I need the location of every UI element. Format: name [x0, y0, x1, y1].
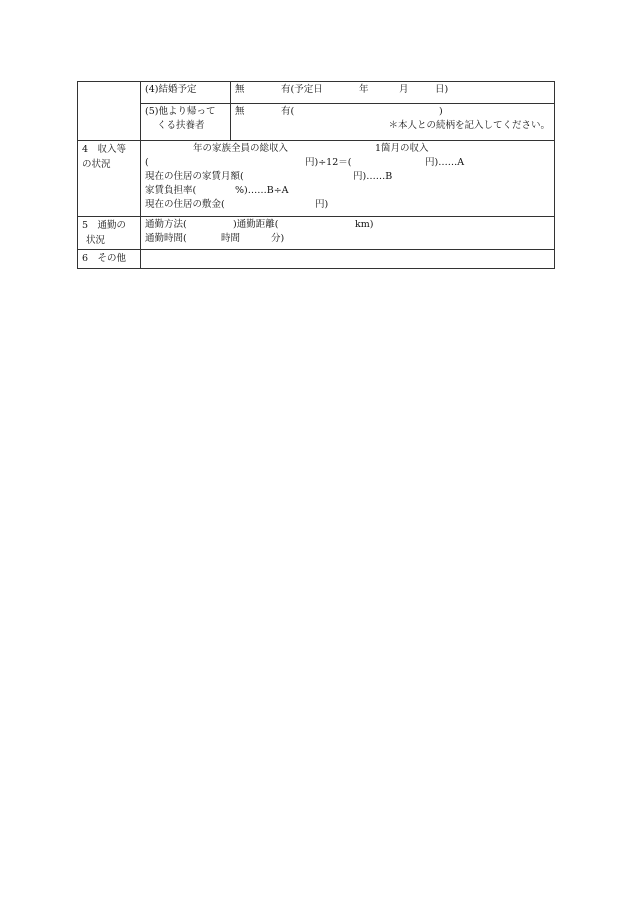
deposit-yen-label: 円) — [315, 199, 329, 210]
family-total-income-label: 年の家族全員の総収入 — [193, 143, 289, 154]
marriage-yes-option[interactable]: 有(予定日 — [281, 84, 323, 95]
income-section-label — [78, 141, 141, 217]
returning-dependents-label — [141, 104, 231, 141]
monthly-income-label: 1箇月の収入 — [375, 143, 429, 154]
returning-dependents-field[interactable] — [231, 104, 555, 141]
annual-income-divide-label: 円)÷12＝( — [305, 157, 352, 168]
commute-details-field[interactable] — [141, 217, 555, 250]
row-other — [78, 250, 555, 269]
commute-section-label-line2: 状況 — [86, 235, 106, 246]
commute-hours-label: 時間 — [221, 233, 241, 244]
rent-burden-ratio-label: 家賃負担率( — [145, 185, 197, 196]
commute-distance-label: )通勤距離( — [233, 219, 279, 230]
monthly-rent-label: 現在の住居の家賃月額( — [145, 171, 244, 182]
form-table — [77, 81, 555, 269]
returning-dependents-label-line2: くる扶養者 — [157, 120, 205, 131]
commute-method-label: 通勤方法( — [145, 219, 187, 230]
commute-minutes-label: 分) — [271, 233, 285, 244]
returning-yes-option[interactable]: 有( — [281, 106, 295, 117]
returning-close-paren: ) — [439, 106, 443, 117]
other-section-label: 6 その他 — [78, 250, 141, 269]
returning-no-option[interactable]: 無 — [235, 106, 245, 117]
marriage-plan-label: (4)結婚予定 — [141, 82, 231, 104]
returning-dependents-label-line1: (5)他より帰って — [145, 106, 216, 117]
row-marriage-plan — [78, 82, 555, 104]
relationship-note: ＊本人との続柄を記入してください。 — [388, 120, 550, 131]
commute-km-label: km) — [355, 219, 374, 230]
monthly-income-a-label: 円)……A — [425, 157, 465, 168]
marriage-year-label: 年 — [359, 84, 369, 95]
marriage-day-label: 日) — [435, 84, 449, 95]
rent-burden-ratio-formula: %)……B÷A — [235, 185, 289, 196]
income-details-field[interactable] — [141, 141, 555, 217]
commute-section-label-line1: 5 通勤の — [82, 220, 127, 231]
deposit-label: 現在の住居の敷金( — [145, 199, 225, 210]
marriage-no-option[interactable]: 無 — [235, 84, 245, 95]
monthly-rent-b-label: 円)……B — [353, 171, 393, 182]
commute-section-label — [78, 217, 141, 250]
income-section-label-line2: の状況 — [82, 159, 111, 170]
income-section-label-line1: 4 収入等 — [82, 144, 127, 155]
other-field[interactable] — [141, 250, 555, 269]
marriage-month-label: 月 — [399, 84, 409, 95]
row-commute-status — [78, 217, 555, 250]
row-returning-dependents — [78, 104, 555, 141]
marriage-plan-field[interactable] — [231, 82, 555, 104]
commute-time-label: 通勤時間( — [145, 233, 187, 244]
section-3-continued-cell — [78, 82, 141, 141]
annual-income-open-paren: ( — [145, 157, 149, 168]
row-income-status — [78, 141, 555, 217]
